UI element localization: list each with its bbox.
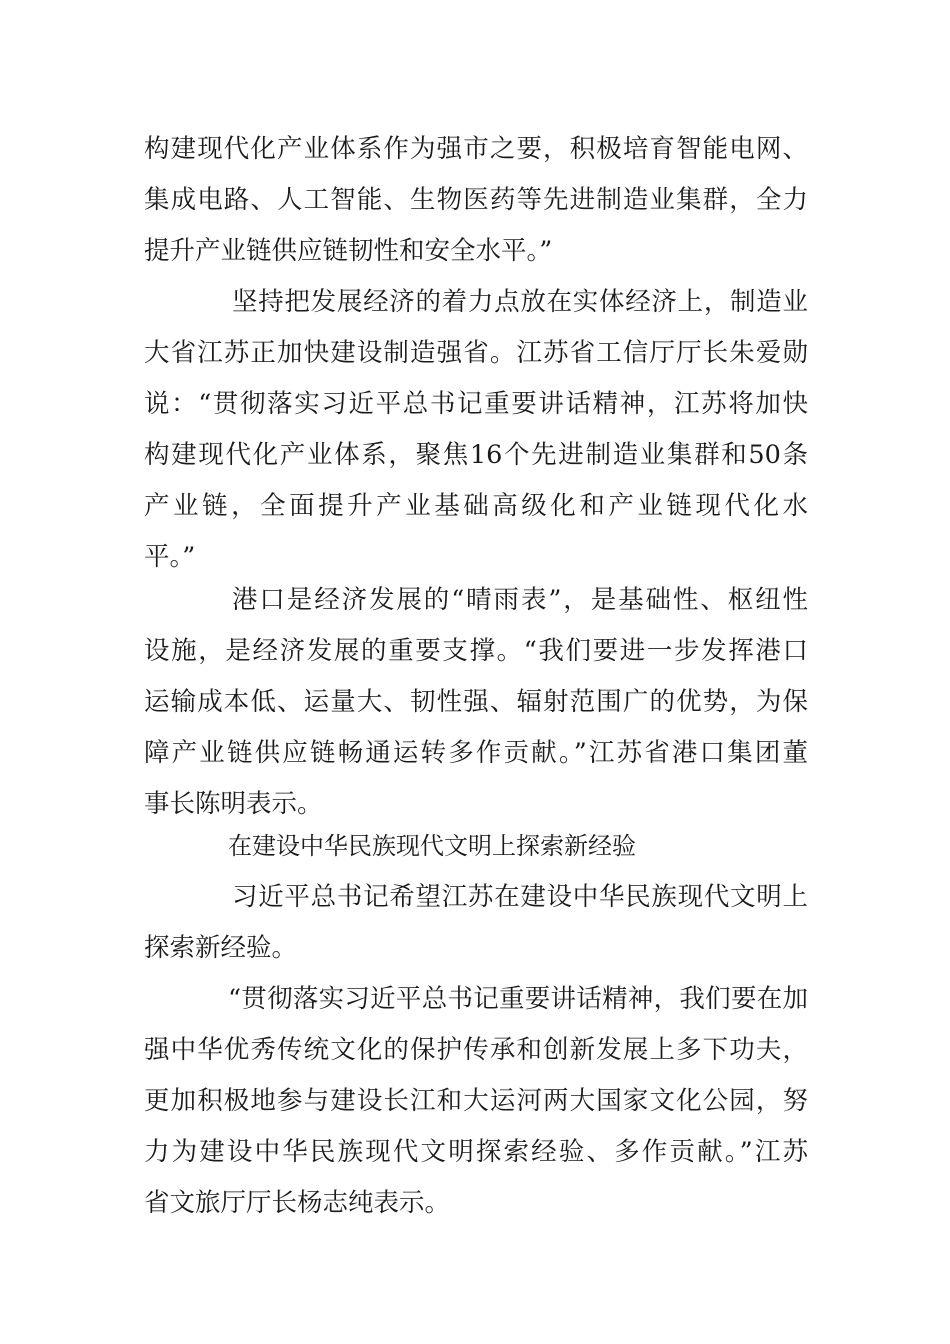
paragraph-line: “贯彻落实习近平总书记重要讲话精神，我们要在加 [228, 984, 808, 1014]
paragraph-line: 大省江苏正加快建设制造强省。江苏省工信厅厅长朱爱勋 [144, 338, 808, 368]
paragraph-line: 产业链，全面提升产业基础高级化和产业链现代化水 [144, 491, 808, 521]
paragraph-line: 提升产业链供应链韧性和安全水平。” [144, 236, 553, 266]
paragraph-line: 省文旅厅厅长杨志纯表示。 [144, 1188, 451, 1218]
paragraph-line: 设施，是经济发展的重要支撑。“我们要进一步发挥港口 [144, 636, 808, 666]
paragraph-3 [144, 575, 808, 830]
paragraph-line: 坚持把发展经济的着力点放在实体经济上，制造业 [232, 287, 808, 317]
paragraph-line: 习近平总书记希望江苏在建设中华民族现代文明上 [232, 882, 808, 912]
paragraph-2 [144, 277, 808, 583]
paragraph-line: 说：“贯彻落实习近平总书记重要讲话精神，江苏将加快 [144, 389, 808, 419]
paragraph-line: 集成电路、人工智能、生物医药等先进制造业集群，全力 [144, 185, 808, 215]
section-heading [144, 821, 808, 872]
paragraph-5 [144, 974, 808, 1229]
paragraph-line: 障产业链供应链畅通运转多作贡献。”江苏省港口集团董 [144, 738, 808, 768]
paragraph-line: 力为建设中华民族现代文明探索经验、多作贡献。”江苏 [144, 1137, 808, 1167]
paragraph-line: 探索新经验。 [144, 933, 298, 963]
paragraph-line: 更加积极地参与建设长江和大运河两大国家文化公园，努 [144, 1086, 808, 1116]
paragraph-1 [144, 124, 808, 277]
paragraph-line: 构建现代化产业体系，聚焦16个先进制造业集群和50条 [144, 440, 808, 470]
paragraph-4 [144, 872, 808, 974]
paragraph-line: 强中华优秀传统文化的保护传承和创新发展上多下功夫， [144, 1035, 808, 1065]
section-heading-text: 在建设中华民族现代文明上探索新经验 [228, 832, 636, 860]
paragraph-line: 构建现代化产业体系作为强市之要，积极培育智能电网、 [144, 134, 808, 164]
paragraph-line: 平。” [144, 542, 196, 572]
paragraph-line: 事长陈明表示。 [144, 789, 323, 819]
paragraph-line: 运输成本低、运量大、韧性强、辐射范围广的优势，为保 [144, 687, 808, 717]
paragraph-line: 港口是经济发展的“晴雨表”，是基础性、枢纽性 [232, 585, 808, 615]
